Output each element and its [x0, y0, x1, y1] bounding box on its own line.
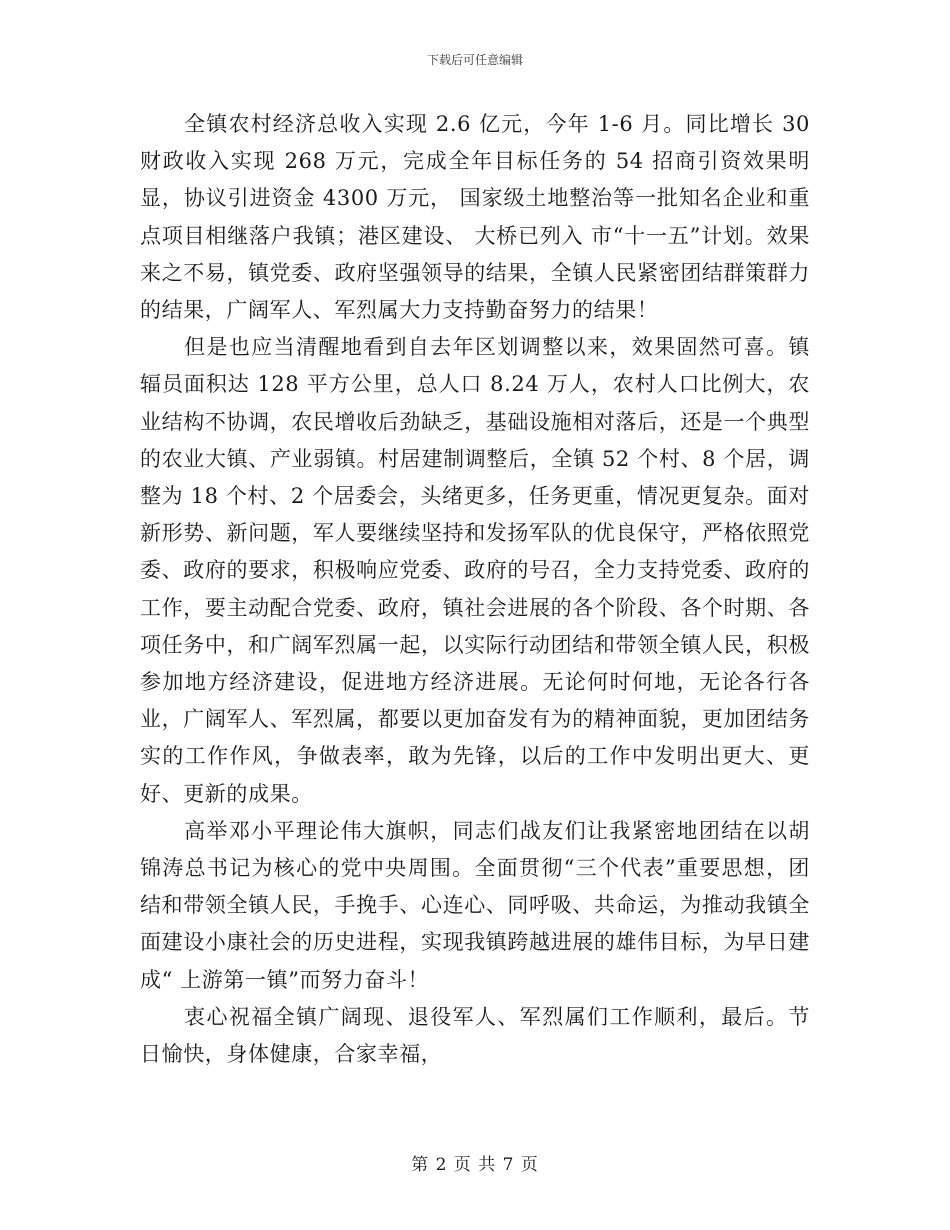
paragraph-call-to-action: 高举邓小平理论伟大旗帜，同志们战友们让我紧密地团结在以胡锦涛总书记为核心的党中央周围。全面贯彻“三个代表”重要思想，团结和带领全镇人民，手挽手、心连心、同呼吸、共命运，为推动我镇全面建设小康社会的历史进程，实现我镇跨越进展的雄伟目标，为早日建成“ 上游第一镇”而努力奋斗！: [140, 818, 810, 992]
paragraph-economic-results: 全镇农村经济总收入实现 2.6 亿元，今年 1-6 月。同比增长 30 财政收入实现 268 万元，完成全年目标任务的 54 招商引资效果明显，协议引进资金 4300 万元， 国家级土地整治等一批知名企业和重点项目相继落户我镇；港区建设、 大桥已列入 市“十一五”计划。效果来之不易，镇党委、政府坚强领导的结果，全镇人民紧密团结群策群力的结果，广阔军人、军烈属大力支持勤奋努力的结果！: [140, 112, 810, 323]
paragraph-blessings: 衷心祝福全镇广阔现、退役军人、军烈属们工作顺利，最后。节日愉快，身体健康，合家幸福，: [140, 1004, 810, 1067]
paragraph-challenges: 但是也应当清醒地看到自去年区划调整以来，效果固然可喜。镇辐员面积达 128 平方公里，总人口 8.24 万人，农村人口比例大，农业结构不协调，农民增收后劲缺乏，基础设施相对落后，还是一个典型的农业大镇、产业弱镇。村居建制调整后，全镇 52 个村、8 个居，调整为 18 个村、2 个居委会，头绪更多，任务更重，情况更复杂。面对新形势、新问题，军人要继续坚持和发扬军队的优良保守，严格依照党委、政府的要求，积极响应党委、政府的号召，全力支持党委、政府的工作，要主动配合党委、政府，镇社会进展的各个阶段、各个时期、各项任务中，和广阔军烈属一起，以实际行动团结和带领全镇人民，积极参加地方经济建设，促进地方经济进展。无论何时何地，无论各行各业，广阔军人、军烈属，都要以更加奋发有为的精神面貌，更加团结务实的工作作风，争做表率，敢为先锋，以后的工作中发明出更大、更好、更新的成果。: [140, 335, 810, 806]
document-body: [140, 106, 810, 1073]
page-header: 下载后可任意编辑: [426, 53, 523, 67]
page-number: 第 2 页 共 7 页: [411, 1155, 539, 1175]
